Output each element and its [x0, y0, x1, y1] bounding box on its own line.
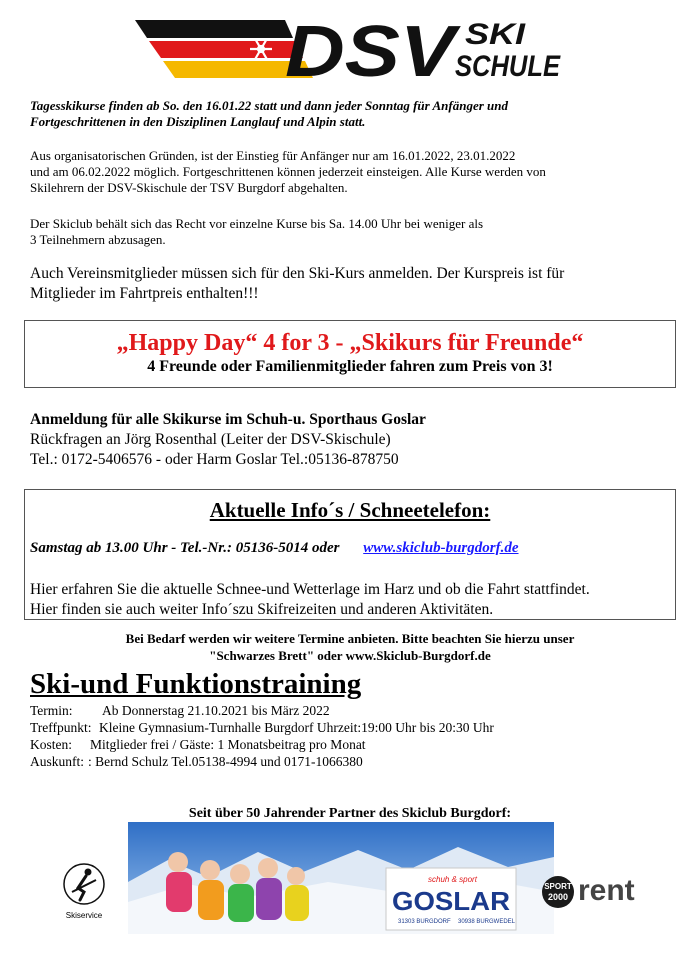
bedarf-note — [0, 630, 700, 664]
intro-line: Tagesskikurse finden ab So. den 16.01.22 statt und dann jeder Sonntag für Anfänger und — [30, 98, 508, 113]
row-value: Kleine Gymnasium-Turnhalle Burgdorf Uhrzeit:19:00 Uhr bis 20:30 Uhr — [99, 720, 494, 735]
bedarf-line: Bei Bedarf werden wir weitere Termine anbieten. Bitte beachten Sie hierzu unser — [125, 631, 575, 646]
row-key: Kosten: — [30, 737, 72, 752]
sport2000-rent-logo — [542, 872, 642, 912]
skiservice-label: Skiservice — [65, 911, 103, 920]
row-key: Termin: — [30, 703, 73, 718]
training-row — [30, 702, 330, 719]
logo-schule: SCHULE — [455, 50, 561, 83]
happy-day-sub: 4 Freunde oder Familienmitglieder fahren zum Preis von 3! — [147, 358, 553, 375]
goslar-top-text: schuh & sport — [428, 875, 477, 884]
training-row — [30, 719, 494, 736]
anmeldung-block — [30, 410, 670, 470]
para-line: Mitglieder im Fahrtpreis enthalten!!! — [30, 285, 259, 302]
para-line: Der Skiclub behält sich das Recht vor einzelne Kurse bis Sa. 14.00 Uhr bei weniger als — [30, 216, 484, 231]
intro-line: Fortgeschrittenen in den Disziplinen Langlauf und Alpin statt. — [30, 114, 366, 129]
para-line: Aus organisatorischen Gründen, ist der Einstieg für Anfänger nur am 16.01.2022, 23.01.2022 — [30, 148, 516, 163]
goslar-location-2: 30938 BURGWEDEL — [458, 919, 516, 925]
logo-dsv: DSV — [285, 12, 462, 92]
row-value: Mitglieder frei / Gäste: 1 Monatsbeitrag pro Monat — [90, 737, 366, 752]
anmeldung-rueckfragen: Rückfragen an Jörg Rosenthal (Leiter der DSV-Skischule) — [30, 431, 391, 448]
para-line: Auch Vereinsmitglieder müssen sich für den Ski-Kurs anmelden. Der Kurspreis ist für — [30, 265, 565, 282]
schneetelefon-text: Samstag ab 13.00 Uhr - Tel.-Nr.: 05136-5014 oder — [30, 540, 340, 556]
skiservice-logo — [62, 862, 106, 922]
row-key: Treffpunkt: — [30, 720, 92, 735]
training-row — [30, 753, 363, 770]
happy-day-headline: „Happy Day“ 4 for 3 - „Skikurs für Freunde“ — [116, 330, 584, 356]
logo-ski: SKI — [465, 18, 526, 51]
happy-day-box — [24, 320, 676, 388]
paragraph-absage — [30, 216, 670, 248]
skiers-photo — [128, 822, 554, 934]
row-value: : Bernd Schulz Tel.05138-4994 und 0171-1066380 — [88, 754, 363, 769]
paragraph-einstieg — [30, 148, 670, 196]
para-line: 3 Teilnehmern abzusagen. — [30, 232, 166, 247]
partner-heading: Seit über 50 Jahrender Partner des Skiclub Burgdorf: — [188, 806, 512, 821]
paragraph-vereinsmitglieder — [30, 264, 670, 304]
sport2000-badge — [542, 876, 574, 908]
goslar-location-1: 31303 BURGDORF — [398, 919, 451, 925]
info-text — [30, 580, 670, 620]
training-row — [30, 736, 366, 753]
info-line: Hier finden sie auch weiter Info´szu Skifreizeiten und anderen Aktivitäten. — [30, 601, 494, 618]
info-box — [24, 489, 676, 620]
badge-bottom: 2000 — [547, 892, 569, 902]
intro-text — [30, 98, 670, 130]
row-value: Ab Donnerstag 21.10.2021 bis März 2022 — [102, 703, 330, 718]
info-title: Aktuelle Info´s / Schneetelefon: — [209, 498, 491, 522]
rent-word: rent — [578, 874, 635, 907]
anmeldung-title: Anmeldung für alle Skikurse im Schuh-u. Sporthaus Goslar — [30, 411, 426, 428]
skier-icon — [62, 862, 106, 906]
badge-top: SPORT — [544, 882, 572, 891]
training-title: Ski-und Funktionstraining — [30, 668, 362, 700]
para-line: Skilehrern der DSV-Skischule der TSV Burgdorf abgehalten. — [30, 180, 348, 195]
goslar-name: GOSLAR — [392, 886, 511, 916]
anmeldung-telefon: Tel.: 0172-5406576 - oder Harm Goslar Tel.:05136-878750 — [30, 451, 399, 468]
goslar-logo — [386, 868, 516, 930]
skiclub-link[interactable]: www.skiclub-burgdorf.de — [363, 540, 519, 556]
para-line: und am 06.02.2022 möglich. Fortgeschrittenen können jederzeit einsteigen. Alle Kurse werden von — [30, 164, 546, 179]
dsv-skischule-logo — [135, 12, 565, 92]
info-line: Hier erfahren Sie die aktuelle Schnee-und Wetterlage im Harz und ob die Fahrt stattfindet. — [30, 581, 590, 598]
row-key: Auskunft: — [30, 754, 84, 769]
schneetelefon-line — [30, 540, 519, 557]
bedarf-line: "Schwarzes Brett" oder www.Skiclub-Burgdorf.de — [209, 648, 491, 663]
